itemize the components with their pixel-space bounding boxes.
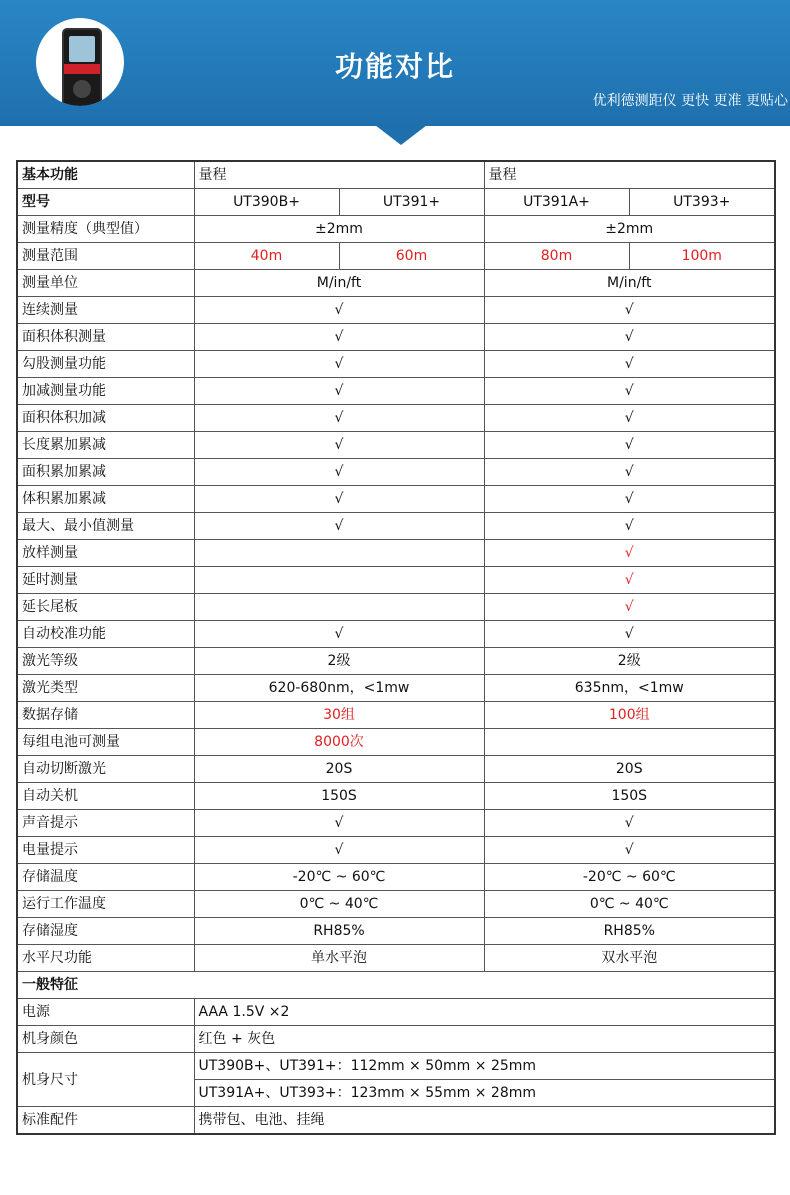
feature-group2-value: √ [484,432,775,459]
table-row [17,378,775,405]
table-row [17,810,775,837]
feature-group2-value: -20℃ ~ 60℃ [484,864,775,891]
feature-group1-value: -20℃ ~ 60℃ [194,864,484,891]
model-ut390b: UT390B+ [194,189,339,216]
feature-group2-value: √ [484,378,775,405]
range-label: 测量范围 [17,243,194,270]
feature-group2-value: 2级 [484,648,775,675]
feature-label: 最大、最小值测量 [17,513,194,540]
model-ut391: UT391+ [339,189,484,216]
power-value: AAA 1.5V ×2 [194,999,775,1026]
table-row-model [17,189,775,216]
accuracy-label: 测量精度（典型值） [17,216,194,243]
table-row [17,756,775,783]
feature-group1-value: √ [194,513,484,540]
table-row-basic-header [17,161,775,189]
feature-group2-value: √ [484,837,775,864]
table-row-storage [17,702,775,729]
storage-group1: 30组 [194,702,484,729]
feature-group2-value: RH85% [484,918,775,945]
table-row [17,324,775,351]
table-row [17,945,775,972]
model-label: 型号 [17,189,194,216]
feature-label: 自动关机 [17,783,194,810]
feature-group1-value: 150S [194,783,484,810]
feature-group1-value: √ [194,432,484,459]
feature-group1-value: √ [194,324,484,351]
unit-group2: M/in/ft [484,270,775,297]
feature-group2-value: √ [484,405,775,432]
table-row-color [17,1026,775,1053]
table-row-power [17,999,775,1026]
feature-label: 延长尾板 [17,594,194,621]
feature-group1-value: √ [194,405,484,432]
battery-label: 每组电池可测量 [17,729,194,756]
table-row [17,405,775,432]
feature-group1-value: √ [194,810,484,837]
feature-label: 激光等级 [17,648,194,675]
feature-group1-value: 2级 [194,648,484,675]
feature-group2-value: √ [484,351,775,378]
feature-label: 体积累加累减 [17,486,194,513]
feature-group1-value: 620-680nm，<1mw [194,675,484,702]
feature-group1-value [194,594,484,621]
feature-group1-value: √ [194,486,484,513]
feature-group1-value: √ [194,459,484,486]
feature-group2-value: √ [484,540,775,567]
feature-group2-value: √ [484,513,775,540]
battery-group2 [484,729,775,756]
feature-label: 自动校准功能 [17,621,194,648]
feature-label: 长度累加累减 [17,432,194,459]
feature-label: 勾股测量功能 [17,351,194,378]
feature-label: 面积体积加减 [17,405,194,432]
feature-group2-value: 20S [484,756,775,783]
table-row [17,297,775,324]
table-row-unit [17,270,775,297]
header-banner [0,0,790,126]
feature-label: 面积体积测量 [17,324,194,351]
feature-label: 加减测量功能 [17,378,194,405]
table-row-general-header [17,972,775,999]
table-row [17,864,775,891]
body-size-value-1: UT390B+、UT391+：112mm × 50mm × 25mm [194,1053,775,1080]
table-row [17,432,775,459]
feature-group2-value: √ [484,324,775,351]
table-row [17,351,775,378]
feature-group1-value [194,567,484,594]
feature-group2-value: 0℃ ~ 40℃ [484,891,775,918]
feature-label: 激光类型 [17,675,194,702]
power-label: 电源 [17,999,194,1026]
table-row [17,513,775,540]
feature-group1-value: 单水平泡 [194,945,484,972]
model-ut391a: UT391A+ [484,189,629,216]
feature-label: 连续测量 [17,297,194,324]
unit-group1: M/in/ft [194,270,484,297]
feature-label: 面积累加累减 [17,459,194,486]
feature-label: 水平尺功能 [17,945,194,972]
range-ut391a: 80m [484,243,629,270]
range-ut391: 60m [339,243,484,270]
table-row [17,621,775,648]
banner-pointer-arrow [375,125,427,145]
feature-group2-value: √ [484,486,775,513]
feature-group2-value: 150S [484,783,775,810]
body-color-label: 机身颜色 [17,1026,194,1053]
feature-group2-value: √ [484,594,775,621]
model-ut393: UT393+ [629,189,775,216]
range-ut393: 100m [629,243,775,270]
table-row [17,648,775,675]
feature-label: 声音提示 [17,810,194,837]
feature-label: 存储温度 [17,864,194,891]
feature-group1-value [194,540,484,567]
unit-label: 测量单位 [17,270,194,297]
table-row-size-1 [17,1053,775,1080]
table-row [17,783,775,810]
body-size-value-2: UT391A+、UT393+：123mm × 55mm × 28mm [194,1080,775,1107]
spec-comparison-table [16,160,776,1135]
range-group2-header: 量程 [484,161,775,189]
table-row [17,918,775,945]
basic-function-header: 基本功能 [17,161,194,189]
feature-label: 放样测量 [17,540,194,567]
feature-group2-value: √ [484,459,775,486]
storage-label: 数据存储 [17,702,194,729]
feature-group1-value: √ [194,378,484,405]
feature-group2-value: √ [484,621,775,648]
table-row [17,459,775,486]
feature-group1-value: RH85% [194,918,484,945]
table-row [17,837,775,864]
range-ut390b: 40m [194,243,339,270]
feature-label: 延时测量 [17,567,194,594]
feature-group1-value: 20S [194,756,484,783]
feature-group2-value: √ [484,810,775,837]
table-row-range [17,243,775,270]
range-group1-header: 量程 [194,161,484,189]
feature-label: 自动切断激光 [17,756,194,783]
general-features-header: 一般特征 [17,972,775,999]
brand-slogan: 优利德测距仪 更快 更准 更贴心 [592,93,788,109]
table-row-battery [17,729,775,756]
accessories-label: 标准配件 [17,1107,194,1135]
feature-group1-value: 0℃ ~ 40℃ [194,891,484,918]
body-size-label: 机身尺寸 [17,1053,194,1107]
feature-label: 运行工作温度 [17,891,194,918]
storage-group2: 100组 [484,702,775,729]
feature-group1-value: √ [194,621,484,648]
table-row [17,594,775,621]
table-row-accuracy [17,216,775,243]
feature-group2-value: √ [484,567,775,594]
accuracy-group2: ±2mm [484,216,775,243]
table-row-accessories [17,1107,775,1135]
feature-group1-value: √ [194,351,484,378]
battery-group1: 8000次 [194,729,484,756]
table-row [17,567,775,594]
feature-label: 电量提示 [17,837,194,864]
table-row [17,891,775,918]
table-row [17,675,775,702]
accuracy-group1: ±2mm [194,216,484,243]
feature-group1-value: √ [194,837,484,864]
body-color-value: 红色 + 灰色 [194,1026,775,1053]
table-row [17,486,775,513]
feature-group2-value: √ [484,297,775,324]
feature-group2-value: 双水平泡 [484,945,775,972]
feature-label: 存储湿度 [17,918,194,945]
feature-group2-value: 635nm，<1mw [484,675,775,702]
accessories-value: 携带包、电池、挂绳 [194,1107,775,1135]
page-title: 功能对比 [334,50,455,83]
table-row [17,540,775,567]
feature-group1-value: √ [194,297,484,324]
